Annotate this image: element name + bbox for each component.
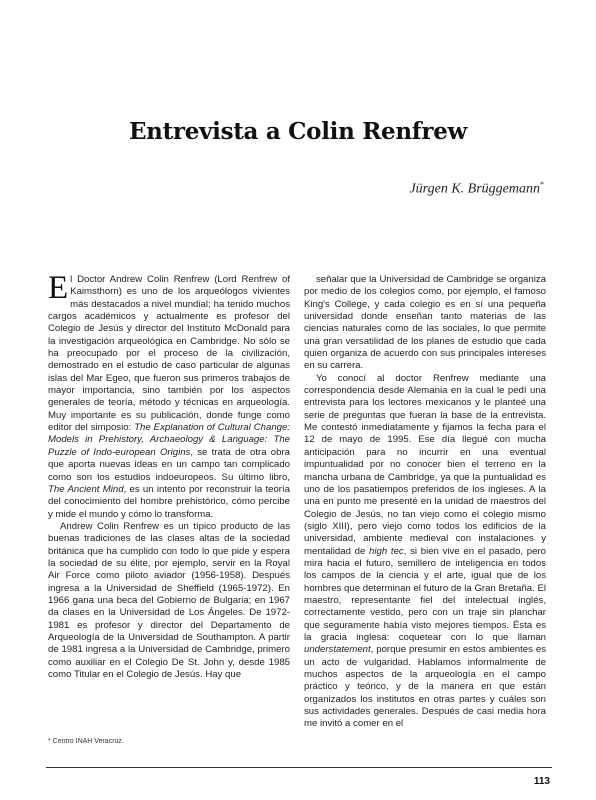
italic-title-text: understatement — [304, 644, 371, 656]
paragraph — [48, 521, 290, 681]
page-rule — [46, 767, 552, 768]
body-text: Andrew Colin Renfrew es un típico producto de las buenas tradiciones de las clases altas de la sociedad británica que ha cumplido con todo lo que pide y espera la sociedad de su élite, por ejemplo, servir en la Royal Air Force como piloto aviador (1956-1958). Después ingresa a la Universidad de Sheffield (1965-1972). En 1966 gana una beca del Gobierno de Bulgaria; en 1967 da clases en la Universidad de Los Ángeles. De 1972-1981 es profesor y director del Departamento de Arqueología de la Universidad de Southampton. A partir de 1981 ingresa a la Universidad de Cambridge, primero como auxiliar en el Colegio De St. John y, desde 1985 como Titular en el Colegio de Jesús. Hay que — [48, 520, 290, 680]
article-title: Entrevista a Colin Renfrew — [128, 118, 468, 145]
italic-title-text: The Ancient Mind — [48, 483, 124, 495]
author-footnote-mark: * — [540, 180, 544, 189]
page-number: 113 — [533, 776, 550, 787]
paragraph — [48, 270, 290, 521]
italic-title-text: The Explanation of Cultural Change: Models in Prehistory, Archaeology & Language: The Puzzle of Indo-european Origins — [48, 422, 290, 458]
body-text: , se trata de otra obra que aporta nuevas ideas en un campo tan complicado como son los estudios indoeuropeos. Su último libro, — [48, 446, 290, 483]
author-byline — [409, 180, 544, 198]
drop-cap: E — [48, 270, 69, 306]
paragraph — [304, 274, 546, 373]
italic-title-text: high tec — [369, 545, 404, 557]
right-column — [304, 274, 546, 731]
body-text: , si bien vive en el pasado, pero mira hacia el futuro, semillero de inteligencia en todos los campos de la ciencia y el arte, igual que de los hombres que determinan el futuro de la Gran Bretaña. El maestro, representante fiel del intelectual inglés, correctamente vestido, pero con un traje sin planchar que seguramente había visto mejores tiempos. Ésta es la gracia inglesa: coquetear con lo que llaman — [304, 545, 546, 643]
paragraph — [304, 373, 546, 731]
body-text: l Doctor Andrew Colin Renfrew (Lord Renfrew of Kaimsthorn) es uno de los arqueólogos vivientes más destacados a nivel mundial; ha tenido muchos cargos académicos y actualmente es profesor del Colegio de Jesús y director del Instituto McDonald para la investigación arqueológica en Cambridge. No sólo se ha preocupado por el proceso de la civilización, demostrado en el estudio de caso particular de algunas islas del Mar Egeo, que fueron sus primeros trabajos de mayor importancia, sino también por los aspectos generales de teoría, método y técnicas en arqueología. Muy importante es su publicación, donde funge como editor del simposio: — [48, 274, 290, 434]
author-name: Jürgen K. Brüggemann — [409, 181, 540, 197]
body-text: señalar que la Universidad de Cambridge se organiza por medio de los colegios como, por ejemplo, el famoso King's College, y cada colegio es en sí una pequeña universidad donde enseñan tanto materias de las ciencias naturales como de las sociales, lo que permite una gran versatilidad de los planes de estudio que cada quien organiza de acuerdo con sus principales intereses en su carrera. — [304, 274, 546, 372]
left-column — [48, 270, 290, 681]
body-text: , porque presumir en estos ambientes es un acto de vulgaridad. Hablamos informalmente de muchos aspectos de la arqueología en el campo práctico y teórico, y de la manera en que están organizados los institutos en otras partes y cuáles son sus actividades generales. Después de casi media hora me invitó a comer en el — [304, 644, 546, 730]
body-text: Yo conocí al doctor Renfrew mediante una correspondencia desde Alemania en la cual le pedí una entrevista para los lectores mexicanos y le planteé una serie de preguntas que fueran la base de la entrevista. Me contestó inmediatamente y fijamos la fecha para el 12 de mayo de 1995. Ese día llegué con mucha anticipación para no incurrir en una eventual impuntualidad por no conocer bien el terreno en la mancha urbana de Cambridge, ya que la puntualidad es uno de los pasatiempos preferidos de los ingleses. A la una en punto me presenté en la unidad de maestros del Colegio de Jesús, no tan viejo como el colegio mismo (siglo XIII), pero viejo como todos los edificios de la universidad, ambiente medieval con instalaciones y mentalidad de — [304, 372, 546, 557]
footnote: * Centro INAH Veracruz. — [48, 738, 124, 745]
body-text: , es un intento por reconstruir la teoría del conocimiento del hombre prehistórico, cómo percibe y mide el mundo y cómo lo transforma. — [48, 483, 290, 520]
